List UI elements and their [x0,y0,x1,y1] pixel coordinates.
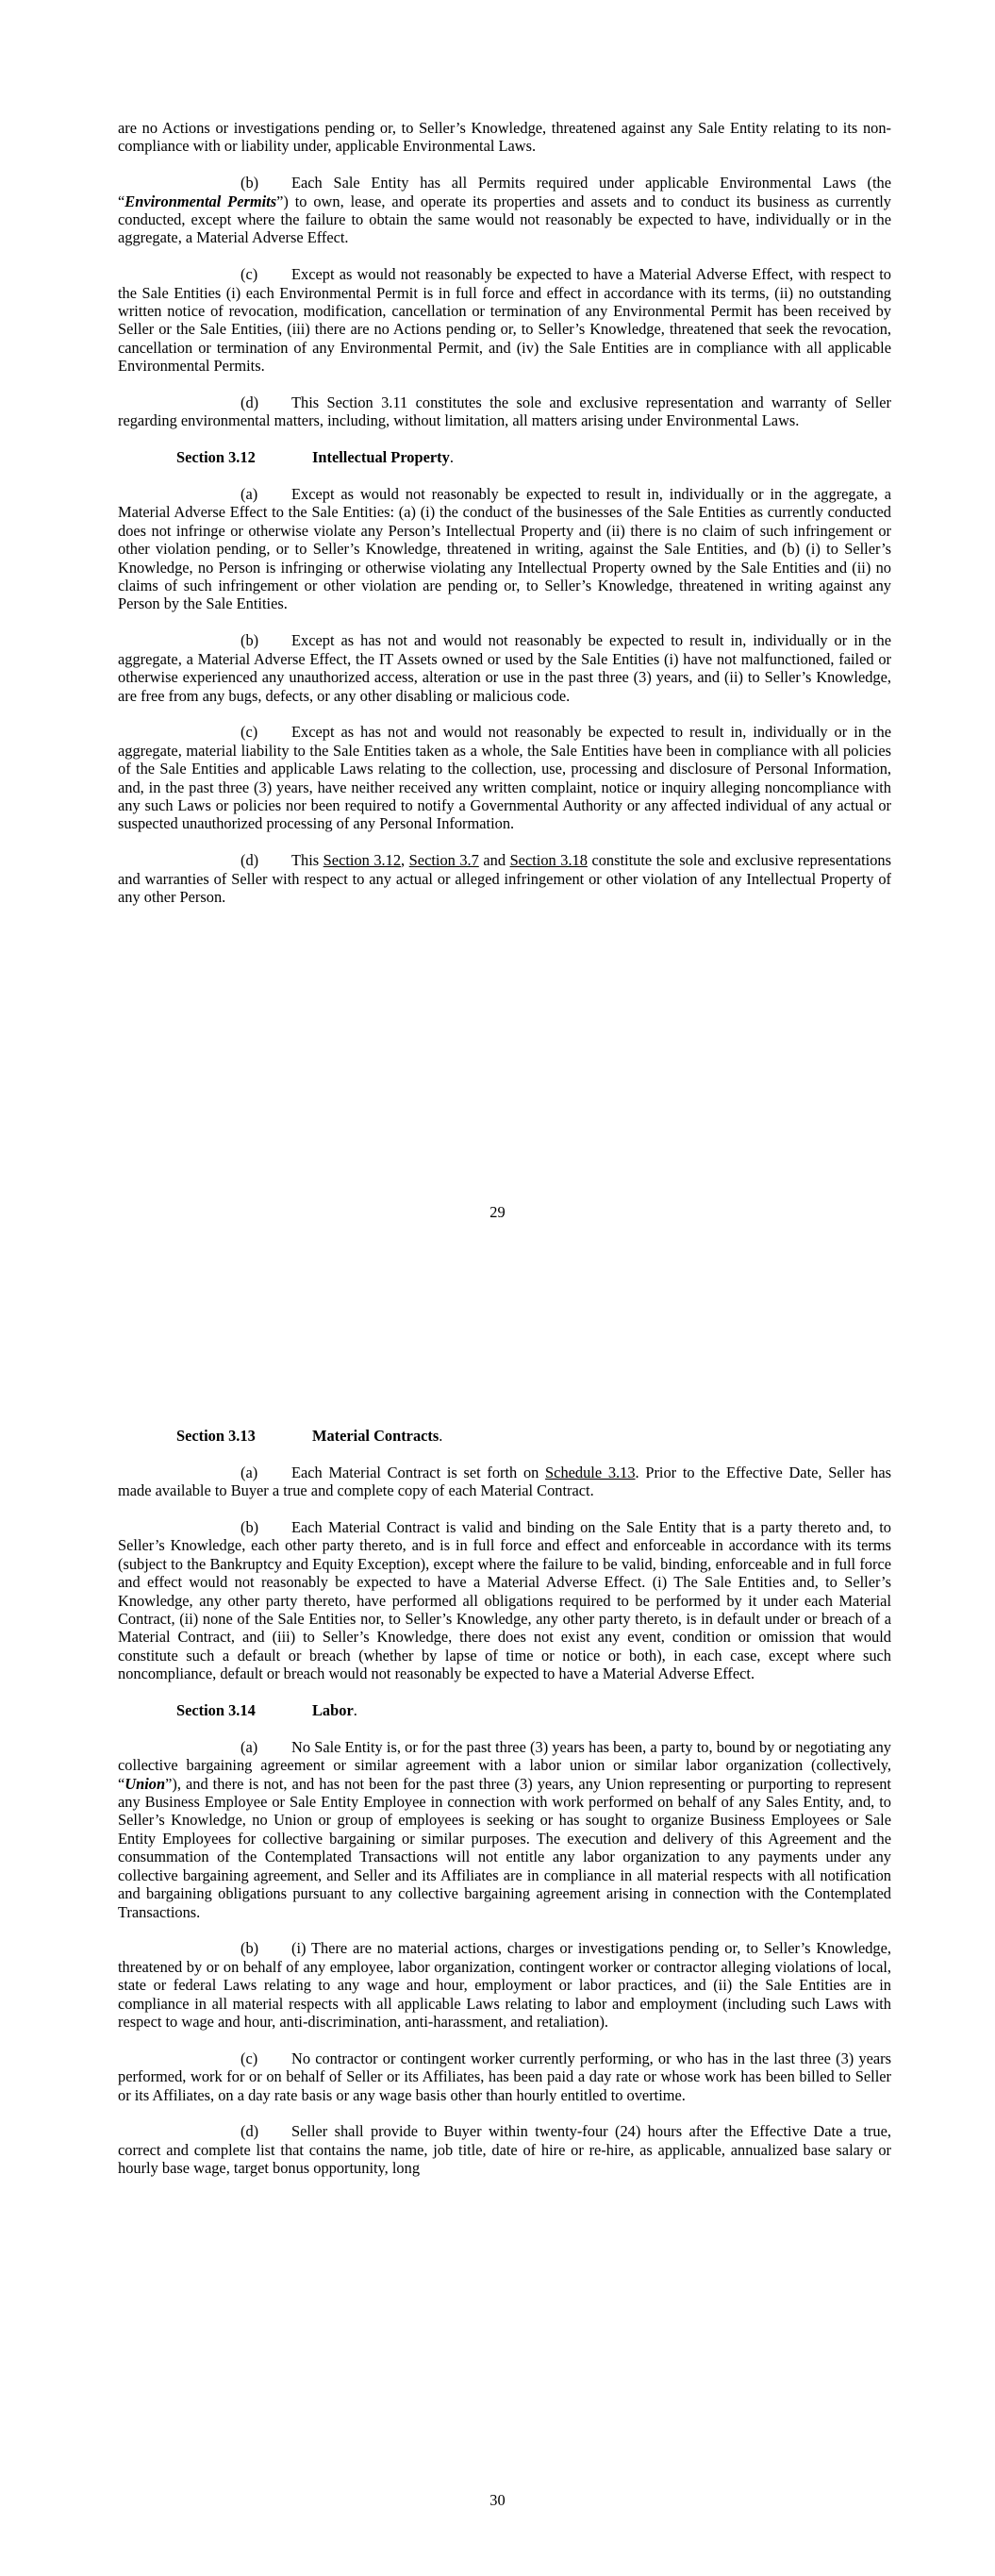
section-title-period: . [439,1427,443,1445]
section-3-18-link[interactable]: Section 3.18 [509,851,588,870]
page-30-body [118,1427,891,2196]
clause-text: Each Material Contract is set forth on [291,1463,546,1481]
section-3-7-link[interactable]: Section 3.7 [408,851,479,870]
clause-text: Except as would not reasonably be expected to result in, individually or in the aggregate, a Material Adverse Effect to the Sale Entities: (a) (i) the conduct of the businesses of the Sale Entities as currently conducted does not infringe or otherwise violate any Person’s Intellectual Property and (ii) there is no claim of such infringement or other violation pending, or to Seller’s Knowledge, threatened in writing, against the Sale Entities, and (b) (i) to Seller’s Knowledge, no Person is infringing or otherwise violating any Intellectual Property owned by the Sale Entities and (ii) no claims of such infringement or other violation are pending or, to Seller’s Knowledge, threatened in writing against any Person by the Sale Entities. [118,485,891,613]
section-3-14-c [118,2049,891,2104]
clause-text: . Prior to the Effective Date, Seller has made available to Buyer a true and complete copy of each Material Contract. [118,1463,891,1500]
section-3-12-link[interactable]: Section 3.12 [323,851,402,870]
schedule-3-13-link[interactable]: Schedule 3.13 [545,1463,636,1481]
clause-label: (a) [240,1463,258,1481]
section-3-14-b [118,1939,891,2031]
clause-label: (d) [240,393,259,412]
section-number: Section 3.12 [176,448,256,467]
clause-label: (c) [240,2049,258,2067]
clause-text: (i) There are no material actions, charges or investigations pending or, to Seller’s Knowledge, threatened by or on behalf of any employee, labor organization, contingent worker or contractor alleging violations of local, state or federal Laws relating to any wage and hour, employment or labor practices, and (ii) the Sale Entities are in compliance in all material respects with all applicable Laws relating to labor and employment (including such Laws with respect to wage and hour, anti-discrimination, anti-harassment, and retaliation). [118,1939,891,2031]
section-3-13-a [118,1464,891,1500]
clause-text: No contractor or contingent worker currently performing, or who has in the last three (3) years performed, work for or on behalf of Seller or its Affiliates, has been paid a day rate or whose work has been billed to Seller or its Affiliates, on a day rate basis or any wage basis other than hourly entitled to overtime. [118,2049,891,2104]
clause-label: (b) [240,631,259,650]
clause-label: (b) [240,174,259,192]
section-3-14-a [118,1738,891,1921]
clause-text: , [401,851,409,870]
clause-label: (d) [240,851,259,870]
section-3-11-continuation: are no Actions or investigations pending or, to Seller’s Knowledge, threatened against any Sale Entity relating to its non-compliance with or liability under, applicable Environmental Laws. [118,119,891,156]
section-3-12-d [118,851,891,906]
clause-label: (c) [240,265,258,284]
page-29-body [118,119,891,925]
section-title-period: . [353,1701,357,1720]
clause-label: (a) [240,485,258,504]
section-number: Section 3.14 [176,1701,256,1720]
section-3-12-heading [118,448,891,466]
section-3-14-heading [118,1701,891,1719]
clause-text: This [291,851,323,870]
section-title: Material Contracts [312,1427,439,1445]
section-title: Intellectual Property [312,448,450,467]
section-3-12-b [118,631,891,705]
clause-label: (c) [240,723,258,742]
clause-text: This Section 3.11 constitutes the sole and exclusive representation and warranty of Seller regarding environmental matters, including, without limitation, all matters arising under Environmental Laws. [118,393,891,430]
clause-text: Each Sale Entity has all Permits required under applicable Environmental Laws (the “ [118,174,891,210]
section-title: Labor [312,1701,354,1720]
clause-text: constitute the sole and exclusive representations and warranties of Seller with respect to any actual or alleged infringement or other violation of any Intellectual Property of any other Person. [118,851,891,906]
defined-term: Environmental Permits [124,192,277,210]
section-3-11-c [118,265,891,375]
clause-text: and [478,851,510,870]
page-number: 30 [489,2491,506,2509]
clause-text: ”) to own, lease, and operate its properties and assets and to conduct its business as currently conducted, except where the failure to obtain the same would not reasonably be expected to have, individually or in the aggregate, a Material Adverse Effect. [118,192,891,247]
clause-label: (b) [240,1518,259,1536]
section-number: Section 3.13 [176,1427,256,1445]
clause-label: (a) [240,1737,258,1756]
clause-text: No Sale Entity is, or for the past three (3) years has been, a party to, bound by or negotiating any collective bargaining agreement or similar agreement with a labor union or similar labor organization (collectively, “ [118,1737,891,1793]
clause-text: Each Material Contract is valid and binding on the Sale Entity that is a party thereto and, to Seller’s Knowledge, each other party thereto, and is in full force and effect and enforceable in accordance with its terms (subject to the Bankruptcy and Equity Exception), except where the failure to be valid, binding, enforceable and in full force and effect would not reasonably be expected to have a Material Adverse Effect. (i) The Sale Entities and, to Seller’s Knowledge, any other party thereto, have performed all obligations required to be performed by it under each Material Contract, (ii) none of the Sale Entities nor, to Seller’s Knowledge, any other party thereto, is in default under or breach of a Material Contract, and (iii) to Seller’s Knowledge, there does not exist any event, condition or omission that would constitute such a default or breach (whether by lapse of time or notice or both), in each case, except where such noncompliance, default or breach would not reasonably be expected to have a Material Adverse Effect. [118,1518,891,1683]
clause-label: (b) [240,1939,259,1958]
clause-text: Except as has not and would not reasonably be expected to result in, individually or in the aggregate, material liability to the Sale Entities taken as a whole, the Sale Entities have been in compliance with all policies of the Sale Entities and applicable Laws relating to the collection, use, processing and disclosure of Personal Information, and, in the past three (3) years, have neither received any written complaint, notice or inquiry alleging noncompliance with any such Laws or policies nor been required to notify a Governmental Authority or any affected individual of any actual or suspected unauthorized processing of any Personal Information. [118,723,891,833]
section-3-12-a [118,485,891,613]
section-3-11-d [118,393,891,430]
section-3-14-d [118,2122,891,2177]
clause-text: Seller shall provide to Buyer within twenty-four (24) hours after the Effective Date a true, correct and complete list that contains the name, job title, date of hire or re-hire, as applicable, annualized base salary or hourly base wage, target bonus opportunity, long [118,2122,891,2178]
clause-text: ”), and there is not, and has not been for the past three (3) years, any Union representing or purporting to represent any Business Employee or Sale Entity Employee in connection with work performed on behalf of any Sales Entity, and, to Seller’s Knowledge, no Union or group of employees is seeking or has sought to organize Business Employees or Sale Entity Employees for collective bargaining or similar purposes. The execution and delivery of this Agreement and the consummation of the Contemplated Transactions will not entitle any labor organization to any payments under any collective bargaining agreement, and Seller and its Affiliates are in compliance in all material respects with all notification and bargaining obligations pursuant to any collective bargaining agreement arising in connection with the Contemplated Transactions. [118,1774,891,1921]
page-30 [0,1288,995,2576]
defined-term: Union [124,1774,166,1793]
page-number: 29 [489,1203,506,1221]
section-3-13-b [118,1518,891,1683]
clause-text: Except as has not and would not reasonably be expected to result in, individually or in the aggregate, a Material Adverse Effect, the IT Assets owned or used by the Sale Entities (i) have not malfunctioned, failed or otherwise experienced any unauthorized access, alteration or use in the past three (3) years, and (ii) to Seller’s Knowledge, are free from any bugs, defects, or any other disabling or malicious code. [118,631,891,705]
section-3-13-heading [118,1427,891,1445]
section-3-11-b [118,174,891,247]
clause-text: Except as would not reasonably be expected to have a Material Adverse Effect, with respect to the Sale Entities (i) each Environmental Permit is in full force and effect in accordance with its terms, (ii) no outstanding written notice of revocation, modification, cancellation or termination of any Environmental Permit has been received by Seller or the Sale Entities, (iii) there are no Actions pending or, to Seller’s Knowledge, threatened that seek the revocation, cancellation or termination of any Environmental Permit, and (iv) the Sale Entities are in compliance with all applicable Environmental Permits. [118,265,891,376]
section-3-12-c [118,723,891,832]
section-title-period: . [449,448,454,467]
clause-label: (d) [240,2122,259,2141]
